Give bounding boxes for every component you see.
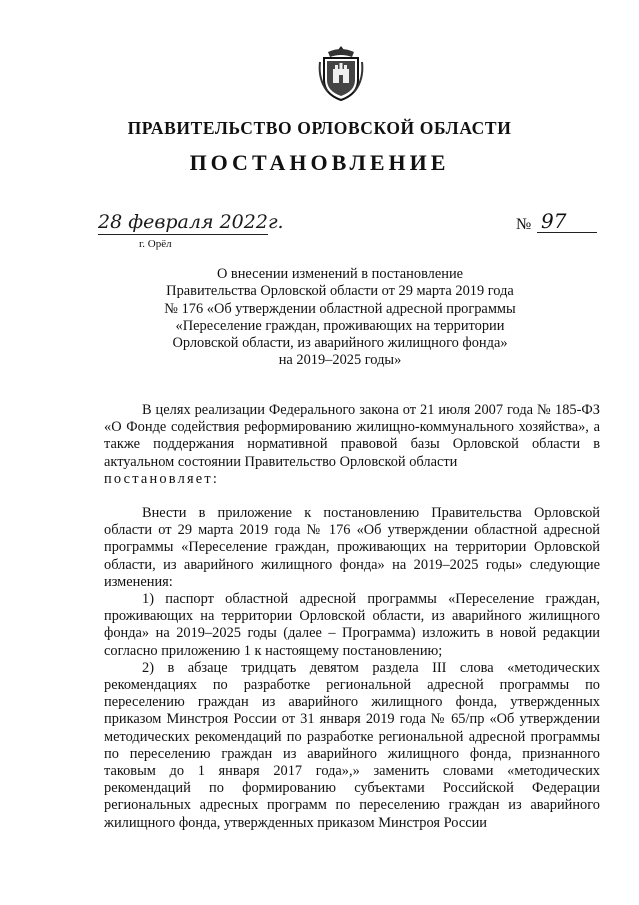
document-kind-title: ПОСТАНОВЛЕНИЕ <box>189 150 450 175</box>
subject-line: на 2019–2025 годы» <box>278 352 402 369</box>
government-title: ПРАВИТЕЛЬСТВО ОРЛОВСКОЙ ОБЛАСТИ <box>127 118 512 138</box>
subject-line: О внесении изменений в постановление <box>216 266 464 282</box>
handwritten-date: 28 февраля 2022г. <box>98 211 284 233</box>
resolves-word: постановляет: <box>104 470 220 487</box>
decree-body <box>104 402 600 832</box>
decree-subject <box>140 266 540 370</box>
subject-line: Орловской области, из аварийного жилищного фонда» <box>172 335 508 352</box>
handwritten-number: 97 <box>537 210 597 233</box>
item-2-paragraph: 2) в абзаце тридцать девятом раздела III слова «методических рекомендациях по разработке региональной адресной программы по переселению граждан из аварийного жилищного фонда, утвержденных приказом Минстроя России от 31 января 2019 года № 65/пр «Об утверждении методических рекомендаций по разработке региональной адресной программы по переселению граждан из аварийного жилищного фонда, признанного таковым до 1 января 2017 года»,» заменить словами «методических рекомендаций по формированию субъектами Российской Федерации региональных адресных программ по переселению граждан из аварийного жилищного фонда, утвержденных приказом Минстроя России <box>104 659 600 831</box>
coat-of-arms-icon <box>318 44 364 102</box>
number-label: № <box>516 216 532 233</box>
city-label: г. Орёл <box>139 238 172 250</box>
subject-line: Правительства Орловской области от 29 марта 2019 года <box>166 283 514 300</box>
subject-line: «Переселение граждан, проживающих на территории <box>175 317 505 334</box>
preamble-paragraph: В целях реализации Федерального закона от 21 июля 2007 года № 185-ФЗ «О Фонде содействия реформированию жилищно-коммунального хозяйства», а также поддержания нормативной правовой базы Орловской области в актуальном состоянии Правительство Орловской области <box>104 402 600 470</box>
item-1-paragraph: 1) паспорт областной адресной программы «Переселение граждан, проживающих на территории Орловской области, из аварийного жилищного фонда» на 2019–2025 годы (далее – Программа) изложить в новой редакции согласно приложению 1 к настоящему постановлению; <box>104 591 600 659</box>
subject-line: № 176 «Об утверждении областной адресной программы <box>164 300 516 317</box>
intro-paragraph: Внести в приложение к постановлению Правительства Орловской области от 29 марта 2019 года № 176 «Об утверждении областной адресной программы «Переселение граждан, проживающих на территории Орловской области, из аварийного жилищного фонда» на 2019–2025 годы» следующие изменения: <box>104 505 600 590</box>
